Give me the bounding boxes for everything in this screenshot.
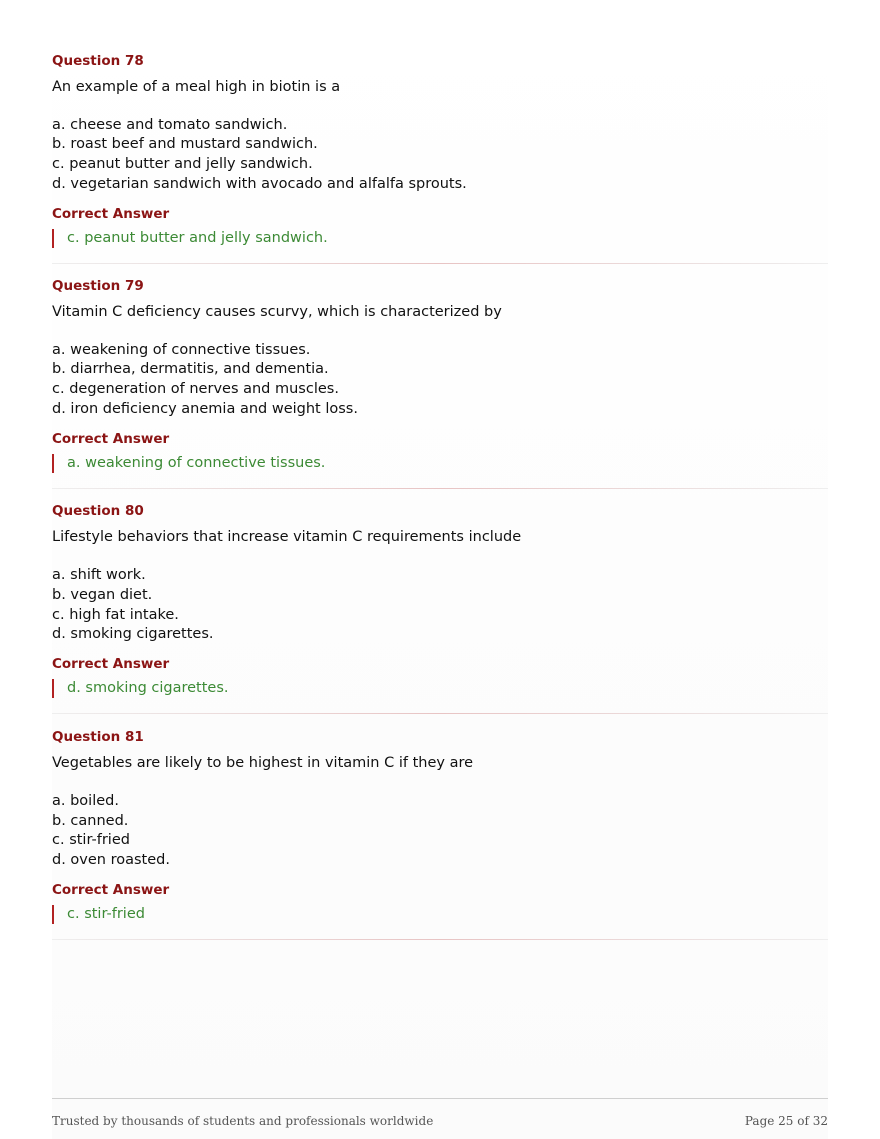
question-block — [52, 0, 828, 246]
page-number: Page 25 of 32 — [744, 1114, 828, 1128]
correct-answer-text: c. stir-fried — [52, 905, 145, 924]
correct-answer-text: a. weakening of connective tissues. — [52, 454, 325, 473]
answer-option: a. weakening of connective tissues. — [52, 342, 311, 358]
correct-answer-text: c. peanut butter and jelly sandwich. — [52, 229, 328, 248]
question-text: Vegetables are likely to be highest in vitamin C if they are — [52, 755, 474, 771]
question-block — [52, 450, 828, 696]
correct-answer-label: Correct Answer — [52, 882, 170, 898]
question-text: An example of a meal high in biotin is a — [52, 79, 341, 95]
correct-answer-label: Correct Answer — [52, 431, 170, 447]
question-block — [52, 225, 828, 471]
answer-option: c. degeneration of nerves and muscles. — [52, 381, 339, 397]
correct-answer-label: Correct Answer — [52, 206, 170, 222]
document-page — [52, 0, 828, 1139]
correct-answer-text: d. smoking cigarettes. — [52, 679, 229, 698]
answer-option: a. cheese and tomato sandwich. — [52, 117, 288, 133]
answer-option: b. canned. — [52, 813, 129, 829]
answer-option: c. peanut butter and jelly sandwich. — [52, 156, 313, 172]
answer-option: a. boiled. — [52, 793, 119, 809]
question-title: Question 81 — [52, 729, 144, 745]
answer-option: d. smoking cigarettes. — [52, 626, 214, 642]
answer-option: b. roast beef and mustard sandwich. — [52, 136, 318, 152]
answer-option: c. high fat intake. — [52, 607, 179, 623]
answer-option: b. diarrhea, dermatitis, and dementia. — [52, 361, 329, 377]
question-title: Question 79 — [52, 278, 144, 294]
question-title: Question 80 — [52, 503, 144, 519]
question-title: Question 78 — [52, 53, 144, 69]
footer-tagline: Trusted by thousands of students and professionals worldwide — [52, 1114, 434, 1128]
answer-option: a. shift work. — [52, 567, 146, 583]
answer-option: d. vegetarian sandwich with avocado and alfalfa sprouts. — [52, 176, 467, 192]
answer-option: b. vegan diet. — [52, 587, 153, 603]
answer-option: c. stir-fried — [52, 832, 130, 848]
question-text: Vitamin C deficiency causes scurvy, which is characterized by — [52, 304, 502, 320]
answer-option: d. iron deficiency anemia and weight loss. — [52, 401, 358, 417]
correct-answer-label: Correct Answer — [52, 656, 170, 672]
question-text: Lifestyle behaviors that increase vitamin C requirements include — [52, 529, 522, 545]
question-block — [52, 676, 828, 922]
footer-divider — [52, 1098, 828, 1099]
question-divider — [52, 939, 828, 940]
answer-option: d. oven roasted. — [52, 852, 170, 868]
